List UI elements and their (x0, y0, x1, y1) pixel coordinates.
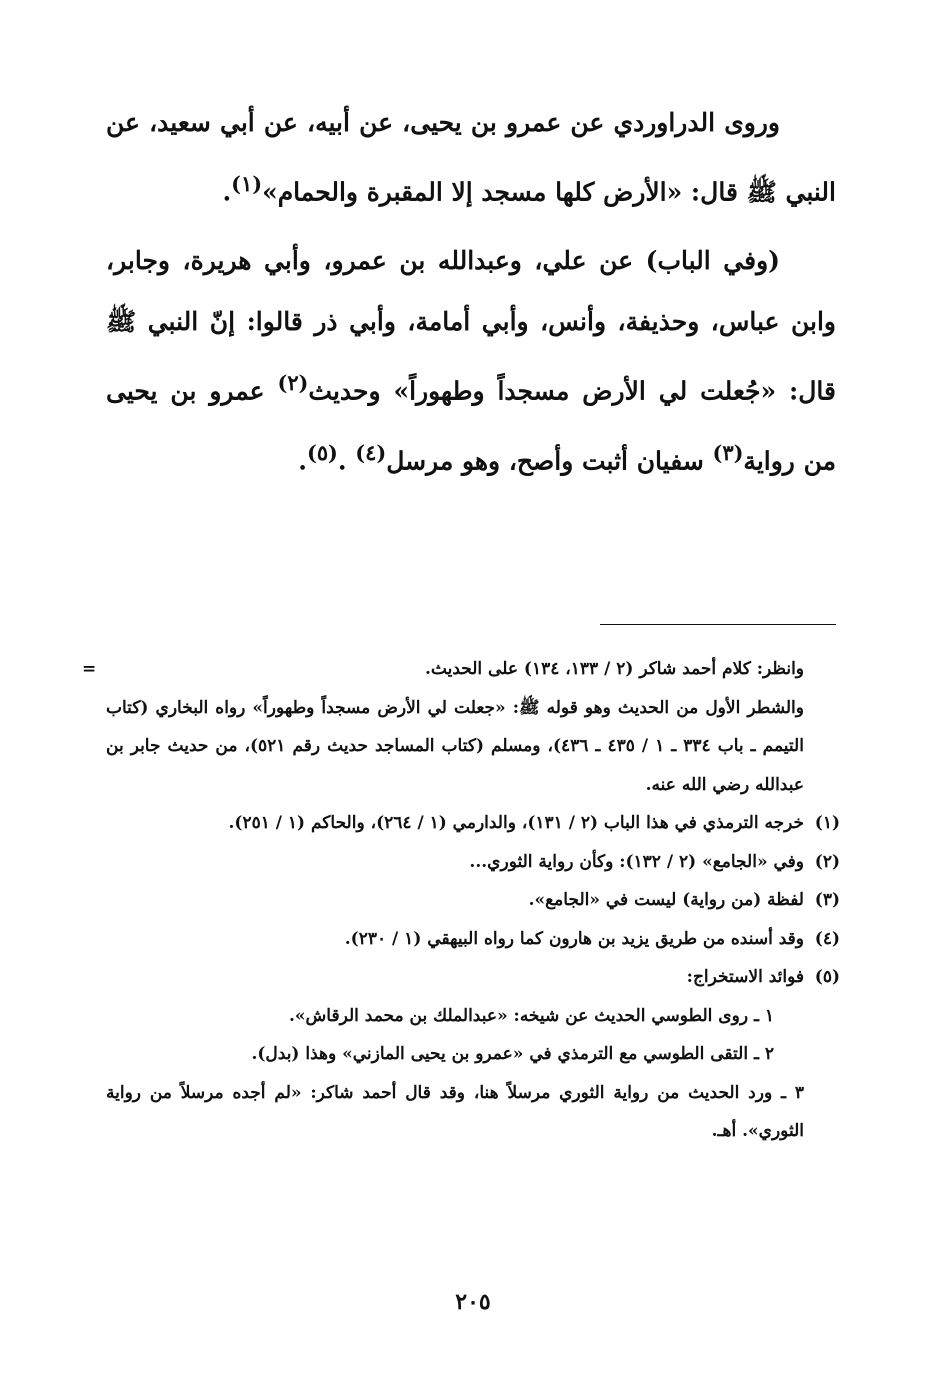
page-number: ٢٠٥ (455, 1289, 491, 1315)
footnote-text: خرجه الترمذي في هذا الباب (٢ / ١٣١)، والدارمي (١ / ٢٦٤)، والحاكم (١ / ٢٥١). (228, 813, 804, 833)
continuation-mark: = (82, 659, 97, 679)
footnote-number: (٤) (814, 928, 840, 949)
paragraph-1-text: وروى الدراوردي عن عمرو بن يحيى، عن أبيه، عن أبي سعيد، عن النبي ﷺ قال: «الأرض كلها مسجد إلا المقبرة والحمام» (106, 108, 836, 207)
paragraph-1-end: . (222, 177, 232, 207)
paragraph-2-text-a: (وفي الباب) عن علي، وعبدالله بن عمرو، وأبي هريرة، وجابر، وابن عباس، وحذيفة، وأنس، وأبي أمامة، وأبي ذر قالوا: إنّ النبي ﷺ قال: «جُعلت لي الأرض مسجداً وطهوراً» وحديث (106, 246, 836, 406)
footnote-number: (١) (814, 813, 840, 833)
footnote-continuation (82, 650, 840, 804)
footnote-text: فوائد الاستخراج: (686, 967, 804, 987)
footnote-2 (106, 843, 840, 882)
paragraph-2-end: . (298, 445, 307, 475)
continuation-line-2: والشطر الأول من الحديث وهو قوله ﷺ: «جعلت لي الأرض مسجداً وطهوراً» رواه البخاري (كتاب التيمم ـ باب ٣٣٤ ـ ١ / ٤٣٥ ـ ٤٣٦)، ومسلم (كتاب المساجد حديث رقم ٥٢١)، من حديث جابر بن عبدالله رضي الله عنه. (106, 697, 804, 795)
paragraph-2-text-d: . (337, 445, 356, 475)
footnote-number: (٥) (814, 967, 840, 987)
benefit-item-2: ٢ ـ التقى الطوسي مع الترمذي في «عمرو بن يحيى المازني» وهذا (بدل). (251, 1044, 774, 1064)
footnote-number: (٢) (814, 851, 840, 872)
footnote-5 (106, 958, 840, 997)
footnote-ref-3[interactable]: (٣) (712, 439, 744, 465)
footnote-ref-4[interactable]: (٤) (355, 439, 387, 465)
footnote-text: وقد أسنده من طريق يزيد بن هارون كما رواه البيهقي (١ / ٢٣٠). (344, 928, 804, 949)
footnote-divider (600, 624, 836, 625)
footnote-number: (٣) (814, 890, 840, 910)
paragraph-2 (106, 230, 836, 491)
footnote-text: وفي «الجامع» (٢ / ١٣٢): وكأن رواية الثوري... (469, 851, 804, 872)
footnote-text: لفظة (من رواية) ليست في «الجامع». (528, 890, 804, 910)
paragraph-2-text-b: عمرو بن يحيى من رواية (106, 376, 836, 475)
benefit-item-1: ١ ـ روى الطوسي الحديث عن شيخه: «عبدالملك بن محمد الرقاش». (288, 1005, 774, 1026)
paragraph-2-text-c: سفيان أثبت وأصح، وهو مرسل (386, 445, 713, 475)
main-text (106, 92, 836, 491)
continuation-line-1: وانظر: كلام أحمد شاكر (٢ / ١٣٣، ١٣٤) على الحديث. (425, 659, 804, 679)
footnote-ref-2[interactable]: (٢) (277, 370, 309, 396)
footnote-ref-5[interactable]: (٥) (306, 439, 338, 465)
footnotes (82, 650, 840, 1151)
benefit-item-3: ٣ ـ ورد الحديث من رواية الثوري مرسلاً هنا، وقد قال أحمد شاكر: «لم أجده مرسلاً من رواية الثوري». أهـ. (106, 1082, 804, 1141)
footnote-3 (106, 881, 840, 920)
footnote-1 (106, 804, 840, 843)
footnote-4 (106, 920, 840, 959)
paragraph-1 (106, 92, 836, 222)
footnote-ref-1[interactable]: (١) (231, 171, 263, 196)
